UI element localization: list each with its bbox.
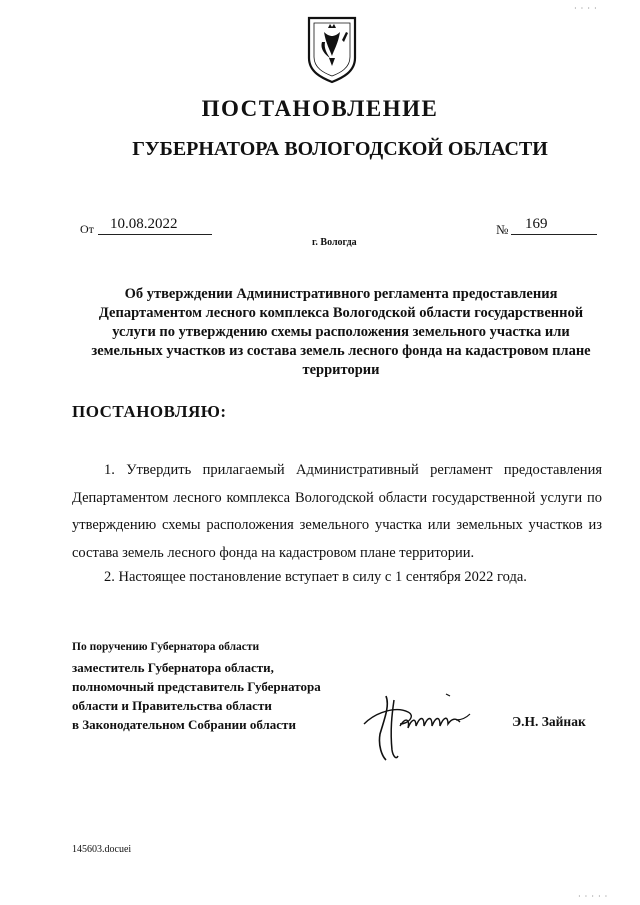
document-subtitle: ГУБЕРНАТОРА ВОЛОГОДСКОЙ ОБЛАСТИ [132,138,548,160]
paragraph-1: 1. Утвердить прилагаемый Административный регламент предоставления Департаментом лесного комплекса Вологодской области государственной услуги по утверждению схемы расположения земельного участка или земельных участков из состава земель лесного фонда на кадастровом плане территории. [72,462,602,561]
signatory-line: полномочный представитель Губернатора [72,679,321,694]
document-title: ПОСТАНОВЛЕНИЕ [201,96,439,121]
signer-name: Э.Н. Зайнак [512,714,586,729]
paragraph-2: 2. Настоящее постановление вступает в силу с 1 сентября 2022 года. [104,569,527,585]
document-number: 169 [511,216,597,235]
signatory-block [72,640,321,734]
number-label: № [496,222,509,237]
signatory-line: в Законодательном Собрании области [72,717,296,732]
signatory-position [72,658,321,734]
decree-word: ПОСТАНОВЛЯЮ: [72,402,227,421]
date-label: От [80,222,94,236]
signatory-line: области и Правительства области [72,698,272,713]
handwritten-signature [356,690,474,766]
scan-mark-bottom: · · · · · [578,892,609,901]
signatory-line: заместитель Губернатора области, [72,660,274,675]
scan-mark-top: · · · · [574,4,598,13]
city: г. Вологда [312,237,357,248]
coat-of-arms-icon [306,14,358,84]
document-code: 145603.docuei [72,844,132,855]
document-subject: Об утверждении Административного регламента предоставления Департаментом лесного комплекса Вологодской области государственной услуги по утверждению схемы расположения земельного участка или земельных участков из состава земель лесного фонда на кадастровом плане территории [91,286,591,378]
document-date: 10.08.2022 [98,216,212,235]
signatory-instruction: По поручению Губернатора области [72,641,260,653]
